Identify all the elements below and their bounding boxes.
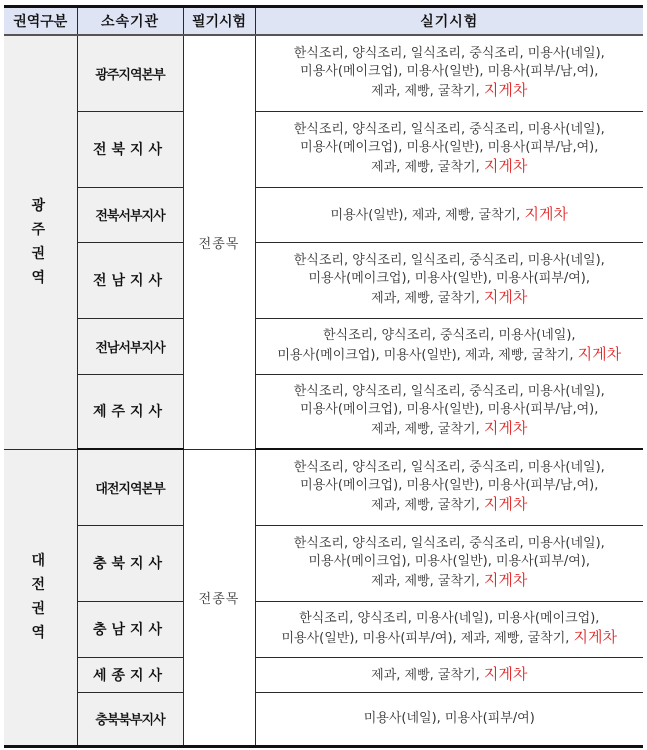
- table-row: [4, 657, 643, 692]
- practical-text: 제과, 제빵, 굴착기,: [371, 84, 484, 100]
- region-name-line2: 권 역: [31, 246, 60, 287]
- practical-line: 한식조리, 양식조리, 일식조리, 중식조리, 미용사(네일),: [293, 460, 605, 476]
- header-agency: 소속기관: [77, 7, 183, 36]
- practical-line: 미용사(네일), 미용사(피부/여): [363, 710, 535, 726]
- practical-text: 미용사(일반), 제과, 제빵, 굴착기,: [330, 207, 525, 223]
- table-row: [4, 187, 643, 242]
- region-name-line1: 대 전: [31, 553, 60, 593]
- agency-cell: 충북북부지사: [77, 692, 183, 746]
- table-row: [4, 449, 643, 525]
- agency-cell: 전북서부지사: [77, 187, 183, 242]
- practical-text: 제과, 제빵, 굴착기,: [371, 291, 484, 306]
- highlight-forklift: 지게차: [483, 157, 528, 175]
- agency-cell: 제주지사: [77, 374, 183, 449]
- region-name-line2: 권 역: [31, 601, 60, 641]
- practical-cell: [255, 525, 643, 601]
- practical-line: 한식조리, 양식조리, 일식조리, 중식조리, 미용사(네일),: [293, 46, 605, 62]
- written-cell: 전종목: [183, 449, 255, 746]
- highlight-forklift: 지게차: [483, 288, 528, 306]
- practical-line: 미용사(메이크업), 미용사(일반), 미용사(피부/남,여),: [300, 478, 599, 494]
- exam-schedule-table: [4, 5, 643, 748]
- practical-line: [256, 495, 644, 515]
- practical-line: 미용사(메이크업), 미용사(일반), 미용사(피부/남,여),: [300, 64, 599, 80]
- practical-cell: [255, 318, 643, 374]
- practical-text: 제과, 제빵, 굴착기,: [371, 422, 484, 438]
- practical-text: 제과, 제빵, 굴착기,: [371, 574, 484, 589]
- agency-cell: 충북지사: [77, 525, 183, 601]
- practical-text: 미용사(메이크업), 미용사(일반), 제과, 제빵, 굴착기,: [277, 348, 578, 363]
- practical-line: 한식조리, 양식조리, 미용사(네일), 미용사(메이크업),: [299, 611, 600, 626]
- practical-line: [256, 628, 644, 648]
- table-row: [4, 35, 643, 111]
- practical-cell: [255, 242, 643, 318]
- highlight-forklift: 지게차: [573, 628, 618, 646]
- practical-line: 미용사(메이크업), 미용사(일반), 미용사(피부/여),: [308, 554, 591, 569]
- agency-cell: 충남지사: [77, 601, 183, 657]
- practical-line: 한식조리, 양식조리, 일식조리, 중식조리, 미용사(네일),: [293, 384, 605, 400]
- practical-text: 제과, 제빵, 굴착기,: [371, 667, 484, 683]
- practical-line: [256, 571, 644, 591]
- highlight-forklift: 지게차: [483, 81, 528, 100]
- agency-cell: 전남서부지사: [77, 318, 183, 374]
- table-row: [4, 374, 643, 449]
- practical-line: 미용사(메이크업), 미용사(일반), 미용사(피부/남,여),: [300, 140, 599, 155]
- practical-cell: [255, 657, 643, 692]
- region-cell-daejeon: [4, 449, 77, 746]
- practical-line: 한식조리, 양식조리, 중식조리, 미용사(네일),: [322, 328, 576, 343]
- table-row: [4, 242, 643, 318]
- highlight-forklift: 지게차: [483, 571, 528, 589]
- practical-line: [256, 288, 644, 308]
- highlight-forklift: 지게차: [483, 495, 528, 514]
- practical-text: 제과, 제빵, 굴착기,: [371, 160, 484, 175]
- agency-cell: 광주지역본부: [77, 35, 183, 111]
- highlight-forklift: 지게차: [577, 345, 622, 363]
- written-cell: 전종목: [183, 35, 255, 449]
- practical-line: [256, 157, 644, 177]
- region-cell-gwangju: [4, 35, 77, 449]
- practical-line: [256, 81, 644, 101]
- practical-cell: [255, 35, 643, 111]
- practical-line: 한식조리, 양식조리, 일식조리, 중식조리, 미용사(네일),: [293, 122, 605, 137]
- highlight-forklift: 지게차: [483, 664, 528, 683]
- practical-cell: [255, 111, 643, 187]
- practical-text: 미용사(일반), 미용사(피부/여), 제과, 제빵, 굴착기,: [281, 631, 574, 646]
- agency-cell: 대전지역본부: [77, 449, 183, 525]
- agency-cell: 전북지사: [77, 111, 183, 187]
- practical-line: 미용사(메이크업), 미용사(일반), 미용사(피부/여),: [308, 271, 591, 286]
- highlight-forklift: 지게차: [524, 204, 568, 223]
- agency-cell: 전남지사: [77, 242, 183, 318]
- practical-line: [256, 345, 644, 365]
- header-practical: 실기시험: [255, 7, 643, 36]
- table-row: [4, 111, 643, 187]
- header-region: 권역구분: [4, 7, 77, 36]
- table-row: [4, 601, 643, 657]
- highlight-forklift: 지게차: [483, 419, 528, 438]
- practical-cell: [255, 187, 643, 242]
- practical-cell: [255, 449, 643, 525]
- practical-text: 제과, 제빵, 굴착기,: [371, 498, 484, 514]
- practical-line: [256, 419, 644, 439]
- header-written: 필기시험: [183, 7, 255, 36]
- table-row: [4, 525, 643, 601]
- practical-line: 미용사(메이크업), 미용사(일반), 미용사(피부/남,여),: [300, 402, 599, 418]
- table-row: [4, 318, 643, 374]
- agency-cell: 세종지사: [77, 657, 183, 692]
- region-name-line1: 광 주: [31, 198, 60, 239]
- header-row: [4, 7, 643, 36]
- practical-cell: [255, 601, 643, 657]
- practical-line: [256, 205, 644, 225]
- practical-line: 한식조리, 양식조리, 일식조리, 중식조리, 미용사(네일),: [293, 253, 605, 268]
- practical-cell: [255, 374, 643, 449]
- practical-line: 한식조리, 양식조리, 일식조리, 중식조리, 미용사(네일),: [293, 536, 605, 551]
- practical-cell: [255, 692, 643, 746]
- table-row: [4, 692, 643, 746]
- practical-line: [256, 665, 644, 685]
